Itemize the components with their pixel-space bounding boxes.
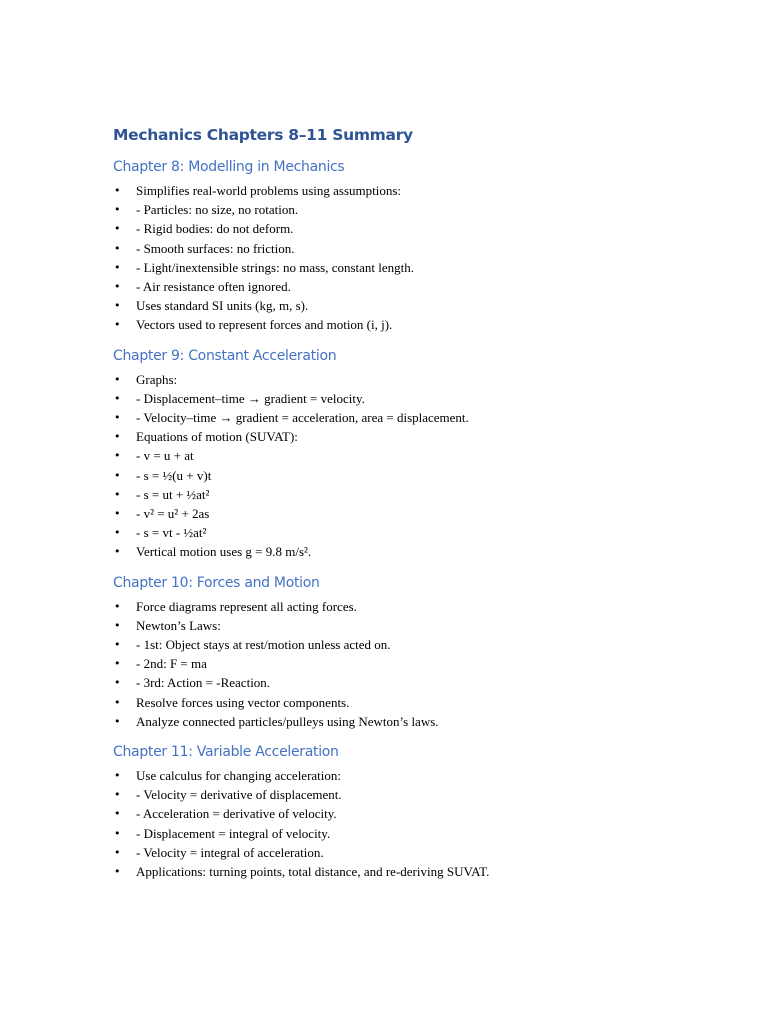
bullet-dot-icon: • [114, 788, 121, 802]
document-sections [113, 156, 733, 881]
bullet-dot-icon: • [114, 241, 121, 255]
bullet-dot-icon: • [114, 865, 121, 879]
document-page [113, 124, 733, 891]
section [113, 741, 733, 881]
bullet-list [113, 370, 733, 562]
list-item [113, 277, 733, 296]
list-item-text: Analyze connected particles/pulleys using Newton’s laws. [136, 713, 439, 729]
bullet-dot-icon: • [114, 638, 121, 652]
list-item-text: - s = ut + ½at² [136, 486, 210, 502]
bullet-dot-icon: • [114, 826, 121, 840]
list-item [113, 408, 733, 427]
list-item [113, 200, 733, 219]
bullet-dot-icon: • [114, 507, 121, 521]
list-item [113, 616, 733, 635]
list-item [113, 296, 733, 315]
list-item [113, 219, 733, 238]
list-item-text: - Velocity–time → gradient = acceleration, area = displacement. [136, 410, 469, 426]
section-heading: Chapter 10: Forces and Motion [113, 574, 320, 591]
list-item-text: - v² = u² + 2as [136, 506, 210, 522]
bullet-dot-icon: • [114, 545, 121, 559]
bullet-dot-icon: • [114, 526, 121, 540]
list-item [113, 181, 733, 200]
section [113, 572, 733, 731]
bullet-dot-icon: • [114, 618, 121, 632]
list-item-text: - Velocity = derivative of displacement. [136, 787, 342, 803]
bullet-dot-icon: • [114, 184, 121, 197]
list-item [113, 673, 733, 692]
list-item-text: Use calculus for changing acceleration: [136, 768, 342, 784]
bullet-dot-icon: • [114, 260, 121, 274]
section [113, 156, 733, 335]
list-item [113, 258, 733, 277]
bullet-dot-icon: • [114, 657, 121, 671]
list-item-text: - Velocity = integral of acceleration. [136, 844, 324, 860]
bullet-dot-icon: • [114, 318, 121, 332]
list-item-text: - Light/inextensible strings: no mass, constant length. [136, 259, 415, 275]
bullet-dot-icon: • [114, 372, 121, 386]
list-item-text: Uses standard SI units (kg, m, s). [136, 298, 309, 314]
bullet-dot-icon: • [114, 449, 121, 463]
list-item [113, 843, 733, 862]
list-item-text: - Particles: no size, no rotation. [136, 202, 299, 218]
list-item [113, 485, 733, 504]
bullet-dot-icon: • [114, 222, 121, 236]
bullet-list [113, 181, 733, 335]
list-item-text: - s = ½(u + v)t [136, 467, 212, 483]
list-item [113, 239, 733, 258]
list-item-text: - Rigid bodies: do not deform. [136, 221, 294, 237]
list-item-text: Resolve forces using vector components. [136, 694, 350, 710]
bullet-dot-icon: • [114, 430, 121, 444]
list-item [113, 315, 733, 334]
list-item-text: - 1st: Object stays at rest/motion unless acted on. [136, 637, 391, 653]
list-item-text: - s = vt - ½at² [136, 525, 207, 541]
list-item-text: - Displacement–time → gradient = velocity. [136, 390, 365, 406]
list-item-text: Simplifies real-world problems using assumptions: [136, 183, 402, 198]
bullet-dot-icon: • [114, 676, 121, 690]
bullet-dot-icon: • [114, 769, 121, 783]
list-item [113, 370, 733, 389]
list-item-text: Vertical motion uses g = 9.8 m/s². [136, 544, 312, 560]
bullet-dot-icon: • [114, 203, 121, 217]
list-item-text: Force diagrams represent all acting forces. [136, 598, 357, 614]
list-item-text: - Smooth surfaces: no friction. [136, 240, 295, 256]
bullet-dot-icon: • [114, 487, 121, 501]
list-item-text: - Displacement = integral of velocity. [136, 825, 331, 841]
list-item-text: Vectors used to represent forces and motion (i, j). [136, 317, 393, 333]
bullet-dot-icon: • [114, 280, 121, 294]
bullet-dot-icon: • [114, 299, 121, 313]
list-item-text: - 3rd: Action = -Reaction. [136, 675, 271, 691]
list-item [113, 466, 733, 485]
list-item [113, 389, 733, 408]
list-item [113, 635, 733, 654]
list-item [113, 785, 733, 804]
list-item [113, 712, 733, 731]
list-item [113, 693, 733, 712]
bullet-dot-icon: • [114, 391, 121, 405]
bullet-dot-icon: • [114, 807, 121, 821]
document-title: Mechanics Chapters 8–11 Summary [113, 126, 413, 144]
list-item-text: Newton’s Laws: [136, 617, 221, 633]
section-heading: Chapter 9: Constant Acceleration [113, 347, 337, 364]
list-item [113, 542, 733, 561]
bullet-dot-icon: • [114, 468, 121, 482]
bullet-list [113, 766, 733, 881]
list-item [113, 766, 733, 785]
list-item [113, 504, 733, 523]
bullet-dot-icon: • [114, 599, 121, 613]
bullet-dot-icon: • [114, 845, 121, 859]
list-item-text: Equations of motion (SUVAT): [136, 429, 298, 445]
bullet-dot-icon: • [114, 695, 121, 709]
list-item-text: - 2nd: F = ma [136, 656, 207, 672]
list-item [113, 523, 733, 542]
section-heading: Chapter 8: Modelling in Mechanics [113, 159, 345, 175]
list-item-text: - Air resistance often ignored. [136, 279, 291, 295]
list-item-text: - v = u + at [136, 448, 194, 464]
list-item [113, 597, 733, 616]
list-item [113, 824, 733, 843]
section [113, 345, 733, 562]
bullet-dot-icon: • [114, 411, 121, 425]
bullet-dot-icon: • [114, 714, 121, 728]
list-item-text: - Acceleration = derivative of velocity. [136, 806, 337, 822]
list-item [113, 654, 733, 673]
list-item [113, 804, 733, 823]
list-item-text: Graphs: [136, 371, 178, 387]
list-item [113, 427, 733, 446]
list-item [113, 862, 733, 881]
list-item-text: Applications: turning points, total distance, and re-deriving SUVAT. [136, 864, 490, 880]
bullet-list [113, 597, 733, 731]
section-heading: Chapter 11: Variable Acceleration [113, 744, 339, 761]
list-item [113, 446, 733, 465]
